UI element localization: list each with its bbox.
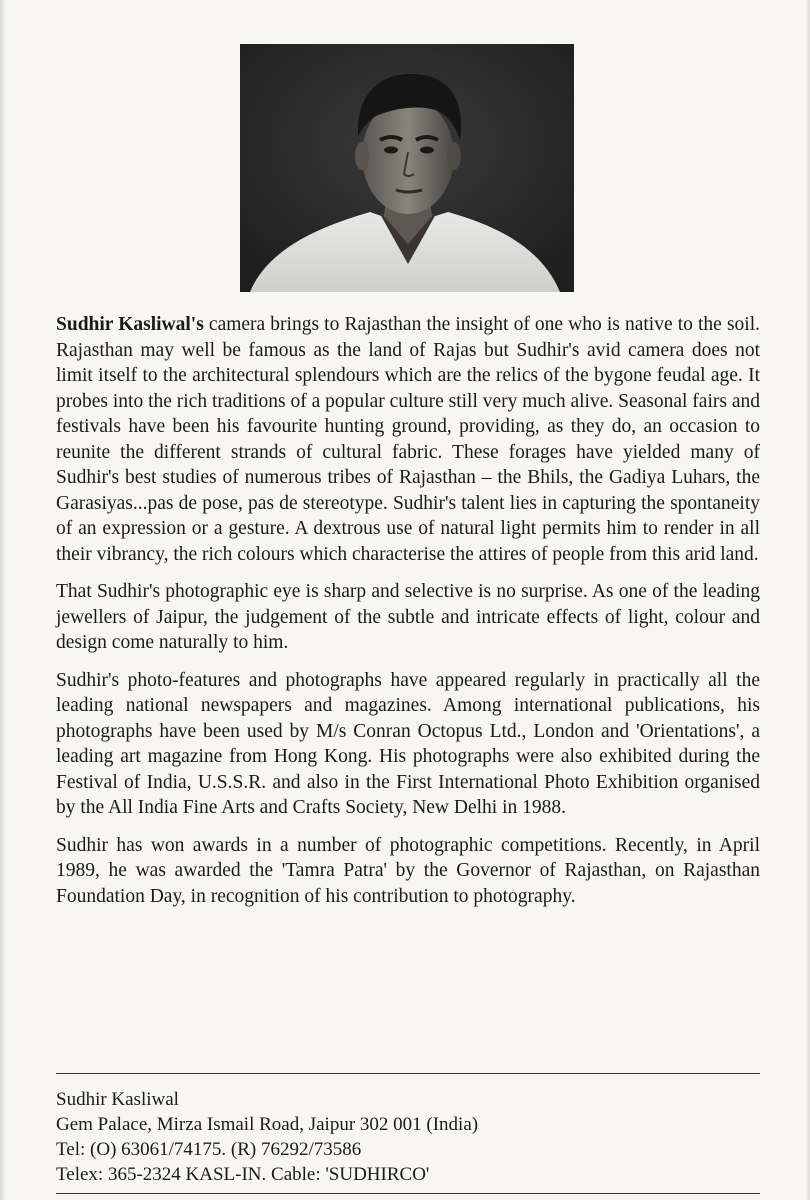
contact-block: [56, 1087, 760, 1187]
bio-paragraph-1: [56, 312, 760, 567]
biography-text: [56, 312, 760, 921]
bio-paragraph-1-text: camera brings to Rajasthan the insight of one who is native to the soil. Rajasthan may well be famous as the land of Rajas but Sudhir's avid camera does not limit itself to the architectural splendours which are the relics of the bygone feudal age. It probes into the rich traditions of a popular culture still very much alive. Seasonal fairs and festivals have been his favourite hunting ground, providing, as they do, an occasion to reunite the different strands of cultural fabric. These forages have yielded many of Sudhir's best studies of numerous tribes of Rajasthan – the Bhils, the Gadiya Luhars, the Garasiyas...pas de pose, pas de stereotype. Sudhir's talent lies in capturing the spontaneity of an expression or a gesture. A dextrous use of natural light permits him to render in all their vibrancy, the rich colours which characterise the attires of people from this arid land.: [56, 314, 760, 565]
divider-line: [56, 1193, 760, 1194]
bio-paragraph-2: That Sudhir's photographic eye is sharp and selective is no surprise. As one of the leading jewellers of Jaipur, the judgement of the subtle and intricate effects of light, colour and design come naturally to him.: [56, 581, 760, 653]
divider-line: [56, 1073, 760, 1074]
page-edge: [0, 0, 6, 1200]
contact-telephone: Tel: (O) 63061/74175. (R) 76292/73586: [56, 1139, 362, 1160]
page-edge: [805, 0, 810, 1200]
bio-paragraph-4: Sudhir has won awards in a number of photographic competitions. Recently, in April 1989, he was awarded the 'Tamra Patra' by the Governor of Rajasthan, on Rajasthan Foundation Day, in recognition of his contribution to photography.: [56, 834, 760, 907]
bio-paragraph-3: Sudhir's photo-features and photographs have appeared regularly in practically all the leading national newspapers and magazines. Among international publications, his photographs have been used by M/s Conran Octopus Ltd., London and 'Orientations', a leading art magazine from Hong Kong. His photographs were also exhibited during the Festival of India, U.S.S.R. and also in the First International Photo Exhibition organised by the All India Fine Arts and Crafts Society, New Delhi in 1988.: [56, 669, 760, 818]
subject-name: Sudhir Kasliwal's: [56, 314, 204, 335]
contact-address: Gem Palace, Mirza Ismail Road, Jaipur 302 001 (India): [56, 1114, 479, 1135]
portrait-photo: [240, 44, 574, 292]
contact-telex: Telex: 365-2324 KASL-IN. Cable: 'SUDHIRCO': [56, 1164, 430, 1185]
contact-name: Sudhir Kasliwal: [56, 1089, 179, 1110]
